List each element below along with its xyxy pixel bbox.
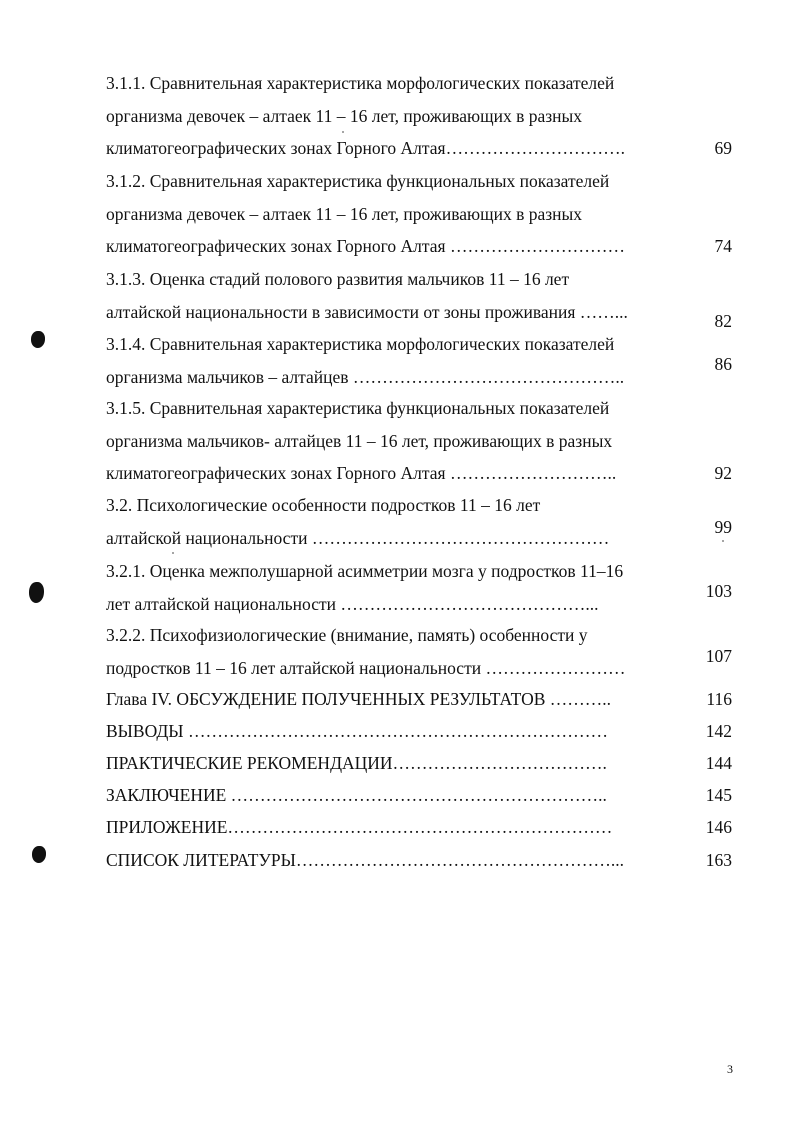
toc-entry-line: климатогеографических зонах Горного Алтая………………………….	[106, 138, 625, 158]
toc-entry-recommendations	[106, 747, 732, 780]
toc-entry-line: организма девочек – алтаек 11 – 16 лет, проживающих в разных	[106, 105, 583, 126]
toc-entry-line: СПИСОК ЛИТЕРАТУРЫ………………………………………………...	[106, 850, 624, 870]
toc-entry-line: организма мальчиков – алтайцев ………………………………………..	[106, 366, 625, 387]
toc-entry-references	[106, 844, 732, 877]
toc-entry-page: 145	[705, 785, 732, 805]
toc-entry-3-1-5	[106, 392, 732, 490]
toc-entry-page: 146	[705, 817, 732, 837]
toc-entry-page: 69	[714, 138, 732, 158]
page-number: 3	[727, 1062, 733, 1076]
toc-entry-line: Глава IV. ОБСУЖДЕНИЕ ПОЛУЧЕННЫХ РЕЗУЛЬТАТОВ ………..	[106, 689, 612, 709]
toc-entry-3-1-1	[106, 67, 732, 165]
toc-entry-summary	[106, 779, 732, 812]
toc-entry-line: климатогеографических зонах Горного Алтая …………………………	[106, 236, 625, 256]
toc-entry-line: алтайской национальности ……………………………………………	[106, 527, 610, 548]
toc-entry-3-2-2	[106, 619, 732, 684]
toc-entry-page: 142	[705, 721, 732, 741]
toc-entry-chapter-4	[106, 683, 732, 716]
toc-entry-3-2	[106, 489, 732, 554]
toc-entry-line: 3.1.2. Сравнительная характеристика функциональных показателей	[106, 171, 610, 191]
toc-entry-line: 3.2.2. Психофизиологические (внимание, память) особенности у	[106, 625, 588, 645]
toc-entry-line: 3.2.1. Оценка межполушарной асимметрии мозга у подростков 11–16	[106, 561, 624, 581]
toc-entry-page: 103	[705, 581, 732, 601]
toc-entry-page: 86	[714, 354, 732, 374]
toc-entry-page: 116	[706, 689, 732, 709]
toc-entry-line: ПРАКТИЧЕСКИЕ РЕКОМЕНДАЦИИ……………………………….	[106, 753, 607, 773]
toc-entry-appendix	[106, 811, 732, 844]
toc-entry-conclusions	[106, 715, 732, 748]
toc-entry-line: 3.1.1. Сравнительная характеристика морфологических показателей	[106, 73, 615, 93]
toc-entry-line: 3.1.3. Оценка стадий полового развития мальчиков 11 – 16 лет	[106, 269, 570, 289]
toc-entry-line: климатогеографических зонах Горного Алтая ………………………..	[106, 463, 617, 483]
binding-hole-mark	[31, 331, 45, 348]
toc-entry-line: лет алтайской национальности ……………………………………...	[106, 593, 599, 614]
binding-hole-mark	[29, 582, 44, 603]
toc-entry-line: 3.1.4. Сравнительная характеристика морфологических показателей	[106, 334, 615, 354]
toc-entry-line: организма мальчиков- алтайцев 11 – 16 лет, проживающих в разных	[106, 430, 613, 451]
binding-hole-mark	[32, 846, 46, 863]
toc-entry-line: ПРИЛОЖЕНИЕ…………………………………………………………	[106, 817, 613, 837]
toc-entry-page: 107	[705, 646, 732, 666]
toc-entry-page: 82	[714, 311, 732, 331]
toc-entry-line: организма девочек – алтаек 11 – 16 лет, проживающих в разных	[106, 203, 583, 224]
toc-entry-page: 99	[714, 517, 732, 537]
toc-entry-line: 3.1.5. Сравнительная характеристика функциональных показателей	[106, 398, 610, 418]
toc-entry-3-1-4	[106, 328, 732, 393]
scan-speck	[722, 540, 724, 542]
toc-entry-line: алтайской национальности в зависимости от зоны проживания ……...	[106, 301, 628, 322]
scan-speck	[342, 131, 344, 133]
toc-entry-3-2-1	[106, 555, 732, 620]
toc-entry-page: 163	[705, 850, 732, 870]
toc-entry-3-1-2	[106, 165, 732, 263]
toc-entry-page: 92	[714, 463, 732, 483]
toc-entry-line: ЗАКЛЮЧЕНИЕ ………………………………………………………..	[106, 785, 607, 805]
toc-entry-page: 74	[714, 236, 732, 256]
toc-entry-line: 3.2. Психологические особенности подростков 11 – 16 лет	[106, 495, 541, 515]
toc-entry-page: 144	[705, 753, 732, 773]
toc-entry-line: ВЫВОДЫ ………………………………………………………………	[106, 721, 608, 741]
scan-speck	[172, 552, 174, 554]
toc-entry-3-1-3	[106, 263, 732, 331]
toc-entry-line: подростков 11 – 16 лет алтайской национальности ……………………	[106, 657, 626, 678]
